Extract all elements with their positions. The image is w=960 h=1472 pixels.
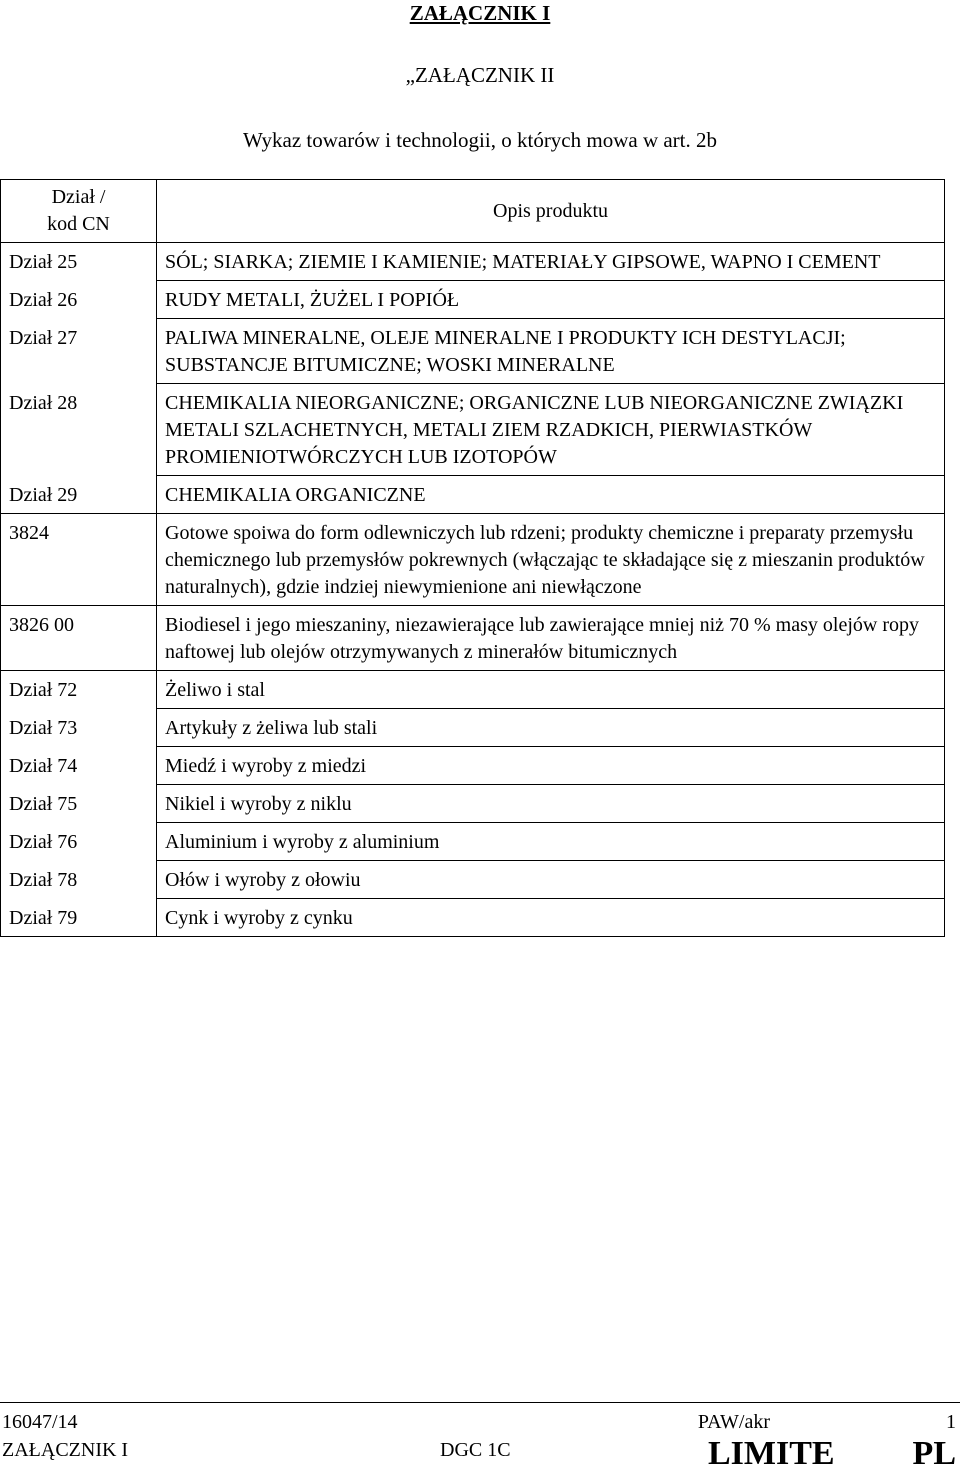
row-code: Dział 79 (1, 899, 157, 937)
row-description: Cynk i wyroby z cynku (157, 899, 945, 937)
document-number: 16047/14 (2, 1411, 78, 1433)
annex-title: ZAŁĄCZNIK I (409, 1, 551, 25)
table-row (1, 476, 945, 514)
row-description: Nikiel i wyroby z niklu (157, 785, 945, 823)
row-code: 3826 00 (1, 606, 157, 671)
table-row (1, 319, 945, 384)
column-header-code: Dział / kod CN (1, 180, 157, 243)
footer-annex: ZAŁĄCZNIK I (2, 1439, 129, 1461)
table-row (1, 606, 945, 671)
row-description: Artykuły z żeliwa lub stali (157, 709, 945, 747)
row-code: Dział 27 (1, 319, 157, 384)
classification-label: LIMITE (708, 1435, 835, 1472)
row-code: Dział 72 (1, 671, 157, 709)
row-code: Dział 26 (1, 281, 157, 319)
row-description: Miedź i wyroby z miedzi (157, 747, 945, 785)
directorate-code: DGC 1C (440, 1439, 511, 1461)
row-code: Dział 28 (1, 384, 157, 476)
goods-table (0, 179, 945, 937)
page-footer (0, 1402, 960, 1472)
row-code: Dział 29 (1, 476, 157, 514)
row-code: 3824 (1, 514, 157, 606)
table-row (1, 823, 945, 861)
table-row (1, 785, 945, 823)
table-row (1, 243, 945, 281)
table-row (1, 671, 945, 709)
annex-subtitle: „ZAŁĄCZNIK II (405, 63, 555, 87)
row-code: Dział 75 (1, 785, 157, 823)
table-row (1, 747, 945, 785)
table-row (1, 384, 945, 476)
row-code: Dział 78 (1, 861, 157, 899)
table-row (1, 899, 945, 937)
row-code: Dział 74 (1, 747, 157, 785)
column-header-description: Opis produktu (157, 180, 945, 243)
language-code: PL (912, 1435, 956, 1472)
author-code: PAW/akr (697, 1411, 770, 1433)
row-description: PALIWA MINERALNE, OLEJE MINERALNE I PRODUKTY ICH DESTYLACJI; SUBSTANCJE BITUMICZNE; WOSKI MINERALNE (157, 319, 945, 384)
row-description: CHEMIKALIA ORGANICZNE (157, 476, 945, 514)
row-code: Dział 25 (1, 243, 157, 281)
row-description: RUDY METALI, ŻUŻEL I POPIÓŁ (157, 281, 945, 319)
row-description: SÓL; SIARKA; ZIEMIE I KAMIENIE; MATERIAŁY GIPSOWE, WAPNO I CEMENT (157, 243, 945, 281)
document-title: Wykaz towarów i technologii, o których mowa w art. 2b (242, 128, 718, 152)
table-row (1, 514, 945, 606)
table-row (1, 861, 945, 899)
row-description: Żeliwo i stal (157, 671, 945, 709)
row-description: Biodiesel i jego mieszaniny, niezawierające lub zawierające mniej niż 70 % masy olejów ropy naftowej lub olejów otrzymywanych z minerałów bitumicznych (157, 606, 945, 671)
table-row (1, 709, 945, 747)
row-code: Dział 76 (1, 823, 157, 861)
row-description: Gotowe spoiwa do form odlewniczych lub rdzeni; produkty chemiczne i preparaty przemysłu chemicznego lub przemysłów pokrewnych (włączając te składające się z mieszanin produktów naturalnych), gdzie indziej niewymienione ani niewłączone (157, 514, 945, 606)
table-row (1, 281, 945, 319)
page-number: 1 (946, 1411, 956, 1433)
row-code: Dział 73 (1, 709, 157, 747)
row-description: Aluminium i wyroby z aluminium (157, 823, 945, 861)
row-description: Ołów i wyroby z ołowiu (157, 861, 945, 899)
row-description: CHEMIKALIA NIEORGANICZNE; ORGANICZNE LUB NIEORGANICZNE ZWIĄZKI METALI SZLACHETNYCH, METALI ZIEM RZADKICH, PIERWIASTKÓW PROMIENIOTWÓRCZYCH LUB IZOTOPÓW (157, 384, 945, 476)
